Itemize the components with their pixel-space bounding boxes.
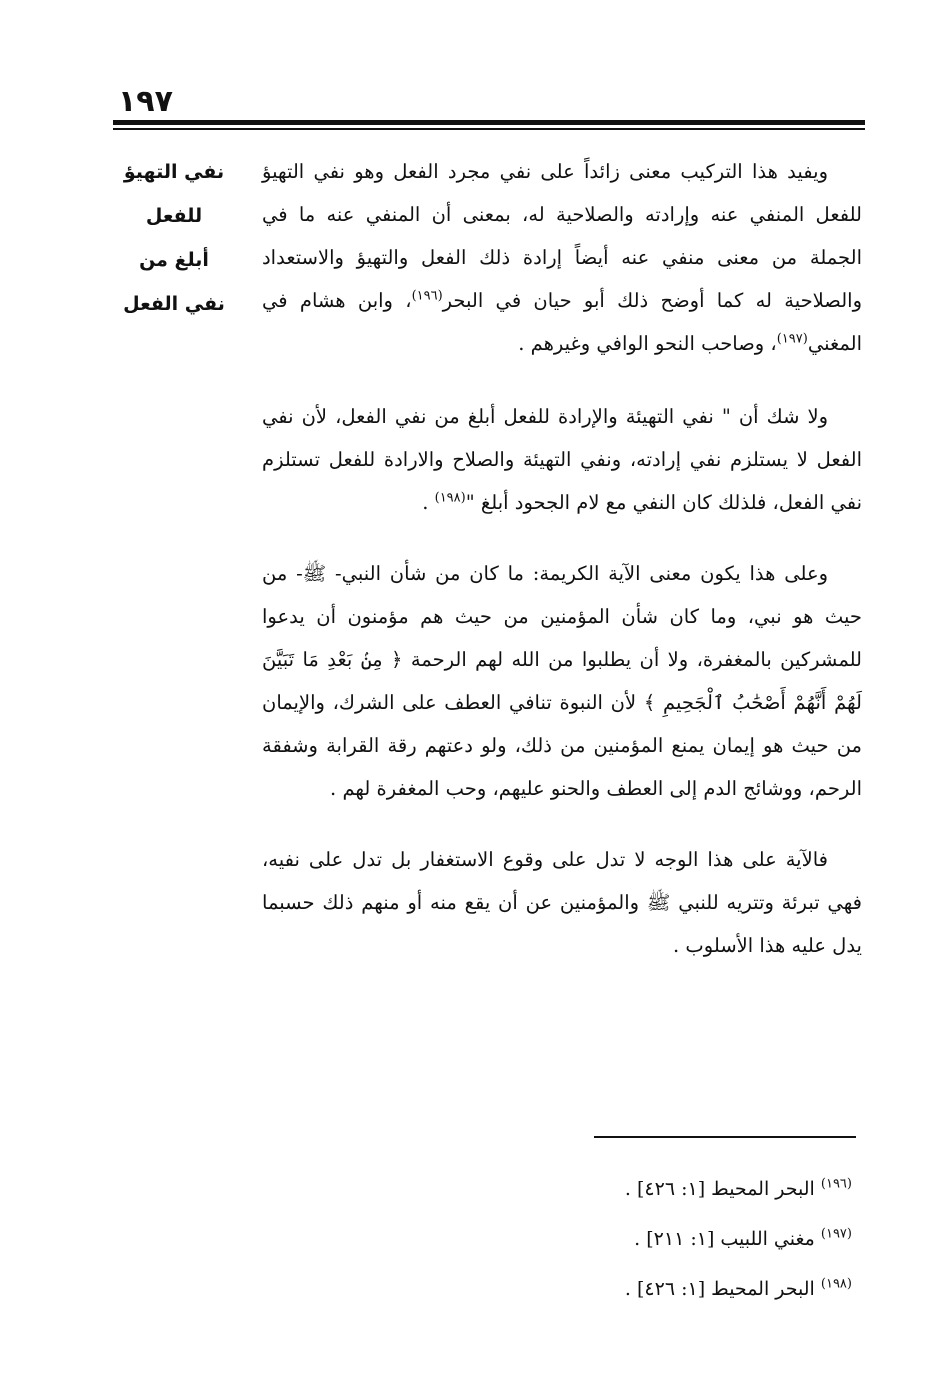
- header-rule-thick: [113, 120, 865, 125]
- paragraph-text: ويفيد هذا التركيب معنى زائداً على نفي مجرد الفعل وهو نفي التهيؤ للفعل المنفي عنه وإرادته والصلاحية له، بمعنى أن المنفي عنه ما في الجملة من معنى منفي عنه أيضاً إرادة ذلك الفعل والتهيؤ والاستعداد والصلاحية له كما أوضح ذلك أبو حيان في البحر: [262, 160, 862, 312]
- paragraph: [262, 395, 862, 524]
- footnote-separator: [594, 1136, 856, 1138]
- footnote-item: [560, 1164, 852, 1214]
- footnotes: [560, 1164, 852, 1314]
- footnote-number: (١٩٦): [820, 1176, 852, 1192]
- paragraph: وعلى هذا يكون معنى الآية الكريمة: ما كان من شأن النبي- ﷺ- من حيث هو نبي، وما كان شأن المؤمنين من حيث هم مؤمنون أن يدعوا للمشركين بالمغفرة، ولا أن يطلبوا من الله لهم الرحمة ﴿ مِنۢ بَعْدِ مَا تَبَيَّنَ لَهُمْ أَنَّهُمْ أَصْحَٰبُ ٱلْجَحِيمِ ﴾ لأن النبوة تنافي العطف على الشرك، والإيمان من حيث هو إيمان يمنع المؤمنين من ذلك، ولو دعتهم رقة القرابة وشفقة الرحم، ووشائج الدم إلى العطف والحنو عليهم، وحب المغفرة لهم .: [262, 562, 862, 800]
- paragraph-text: ولا شك أن " نفي التهيئة والإرادة للفعل أبلغ من نفي الفعل، لأن نفي الفعل لا يستلزم نفي إرادته، ونفي التهيئة والصلاح والارادة للفعل تستلزم نفي الفعل، فلذلك كان النفي مع لام الجحود أبلغ ": [262, 405, 862, 514]
- margin-note: [118, 150, 230, 326]
- footnote-ref: (١٩٨): [434, 490, 466, 506]
- paragraph-text: .: [422, 491, 435, 514]
- footnote-item: [560, 1214, 852, 1264]
- footnote-text: البحر المحيط [١: ٤٢٦] .: [624, 1278, 815, 1300]
- paragraph: فالآية على هذا الوجه لا تدل على وقوع الاستغفار بل تدل على نفيه، فهي تبرئة وتتريه للنبي ﷺ والمؤمنين عن أن يقع منه أو منهم ذلك حسبما يدل عليه هذا الأسلوب .: [262, 848, 862, 957]
- footnote-item: [560, 1264, 852, 1314]
- footnote-number: (١٩٨): [820, 1276, 852, 1292]
- margin-note-line: نفي الفعل: [123, 293, 225, 315]
- header-rule-thin: [113, 128, 865, 130]
- footnote-text: البحر المحيط [١: ٤٢٦] .: [624, 1178, 815, 1200]
- margin-note-line: للفعل: [145, 205, 203, 227]
- margin-note-line: أبلغ من: [139, 249, 209, 271]
- paragraph-text: ، وصاحب النحو الوافي وغيرهم .: [518, 332, 777, 355]
- main-text: [262, 150, 862, 995]
- footnote-number: (١٩٧): [820, 1226, 852, 1242]
- footnote-ref: (١٩٦): [411, 288, 443, 304]
- paragraph-text: ، وابن هشام في المغني: [262, 289, 862, 355]
- page-number: ١٩٧: [118, 84, 173, 119]
- paragraph: [262, 150, 862, 365]
- footnote-text: مغني اللبيب [١: ٢١١] .: [634, 1228, 815, 1250]
- footnote-ref: (١٩٧): [776, 331, 808, 347]
- margin-note-line: نفي التهيؤ: [123, 161, 225, 183]
